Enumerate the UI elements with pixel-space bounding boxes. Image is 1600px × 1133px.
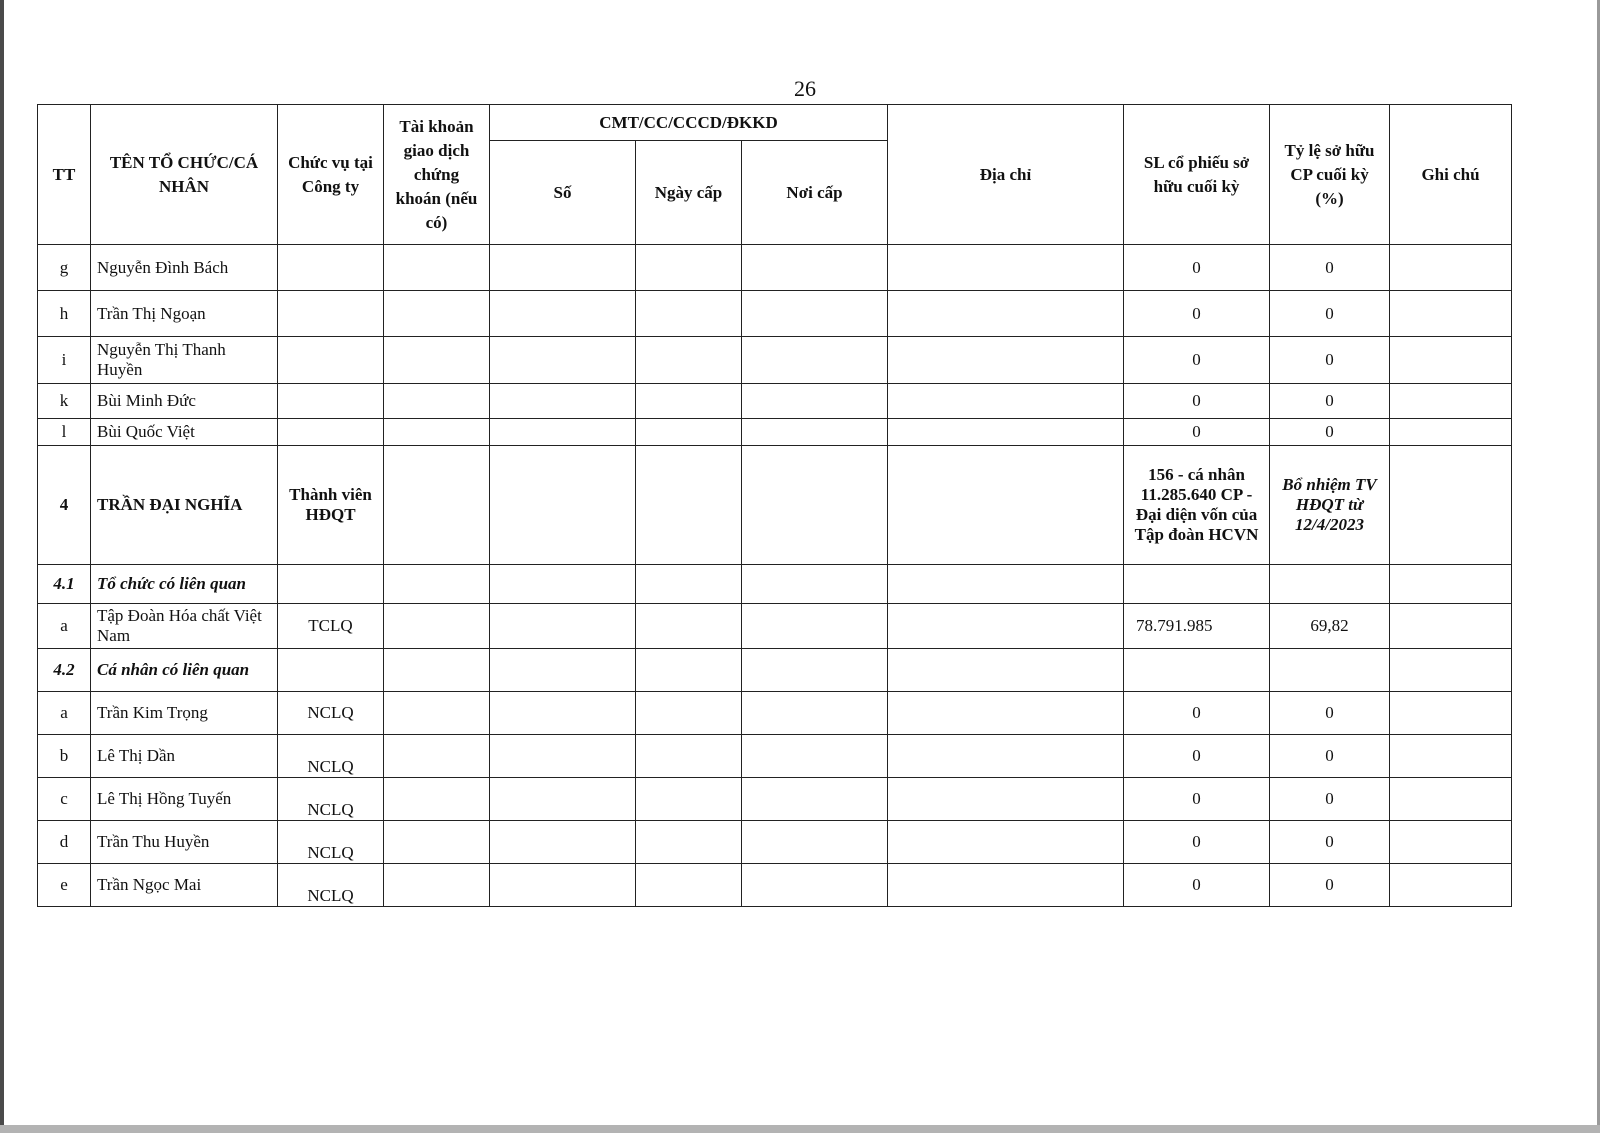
row-note [1390,384,1512,419]
row-note [1390,735,1512,778]
row-ratio: Bổ nhiệm TV HĐQT từ 12/4/2023 [1270,446,1390,565]
row-shares: 0 [1124,384,1270,419]
table-row [38,735,1512,778]
row-issue-place [742,419,888,446]
row-shares [1124,565,1270,604]
row-tt: 4.2 [38,649,91,692]
row-tt: a [38,604,91,649]
row-issue-date [636,778,742,821]
header-note: Ghi chú [1390,105,1512,245]
row-issue-place [742,778,888,821]
row-issue-date [636,604,742,649]
header-position: Chức vụ tại Công ty [278,105,384,245]
table-body [38,245,1512,907]
row-name: Bùi Quốc Việt [91,419,278,446]
row-id-number [490,337,636,384]
row-note [1390,337,1512,384]
row-account [384,735,490,778]
row-shares: 78.791.985 [1124,604,1270,649]
row-account [384,565,490,604]
row-name: Tập Đoàn Hóa chất Việt Nam [91,604,278,649]
page-number: 26 [794,76,816,101]
row-position [278,337,384,384]
row-address [888,864,1124,907]
row-address [888,692,1124,735]
row-name: Trần Ngọc Mai [91,864,278,907]
row-issue-date [636,291,742,337]
row-shares: 156 - cá nhân 11.285.640 CP - Đại diện vốn của Tập đoàn HCVN [1124,446,1270,565]
row-ratio: 0 [1270,778,1390,821]
row-position: TCLQ [278,604,384,649]
row-note [1390,778,1512,821]
row-tt: h [38,291,91,337]
row-shares: 0 [1124,864,1270,907]
row-issue-date [636,735,742,778]
row-account [384,649,490,692]
row-issue-place [742,821,888,864]
row-issue-date [636,692,742,735]
row-id-number [490,565,636,604]
row-note [1390,446,1512,565]
row-ratio [1270,565,1390,604]
row-tt: l [38,419,91,446]
row-name: Nguyễn Đình Bách [91,245,278,291]
row-name: Nguyễn Thị Thanh Huyền [91,337,278,384]
row-issue-date [636,864,742,907]
row-issue-place [742,446,888,565]
row-shares [1124,649,1270,692]
row-name: Cá nhân có liên quan [91,649,278,692]
row-id-number [490,778,636,821]
row-ratio: 0 [1270,419,1390,446]
row-shares: 0 [1124,821,1270,864]
row-tt: g [38,245,91,291]
row-shares: 0 [1124,337,1270,384]
row-note [1390,604,1512,649]
row-position: NCLQ [278,778,384,821]
row-shares: 0 [1124,419,1270,446]
row-tt: k [38,384,91,419]
row-address [888,384,1124,419]
row-position: NCLQ [278,821,384,864]
row-issue-date [636,384,742,419]
row-issue-place [742,565,888,604]
header-tt: TT [38,105,91,245]
row-shares: 0 [1124,245,1270,291]
row-address [888,604,1124,649]
row-account [384,778,490,821]
row-name: Lê Thị Dần [91,735,278,778]
row-id-number [490,604,636,649]
header-shares: SL cổ phiếu sở hữu cuối kỳ [1124,105,1270,245]
row-address [888,649,1124,692]
row-tt: e [38,864,91,907]
row-issue-place [742,735,888,778]
table-row [38,864,1512,907]
row-position [278,419,384,446]
row-shares: 0 [1124,778,1270,821]
row-account [384,446,490,565]
row-account [384,864,490,907]
row-tt: i [38,337,91,384]
row-note [1390,821,1512,864]
row-note [1390,419,1512,446]
row-note [1390,649,1512,692]
row-address [888,291,1124,337]
row-note [1390,291,1512,337]
row-account [384,692,490,735]
row-position [278,384,384,419]
header-issue-date: Ngày cấp [636,141,742,245]
row-name: Tổ chức có liên quan [91,565,278,604]
table-row [38,821,1512,864]
row-position [278,649,384,692]
header-account: Tài khoản giao dịch chứng khoán (nếu có) [384,105,490,245]
row-tt: c [38,778,91,821]
row-tt: d [38,821,91,864]
table-row-section [38,649,1512,692]
table-row-section [38,565,1512,604]
row-ratio: 0 [1270,291,1390,337]
row-id-number [490,821,636,864]
row-issue-place [742,291,888,337]
row-position: NCLQ [278,864,384,907]
row-ratio: 0 [1270,245,1390,291]
row-issue-place [742,245,888,291]
row-ratio: 69,82 [1270,604,1390,649]
table-row-member [38,446,1512,565]
header-id-number: Số [490,141,636,245]
row-name: TRẦN ĐẠI NGHĨA [91,446,278,565]
row-position: NCLQ [278,692,384,735]
row-name: Trần Thị Ngoạn [91,291,278,337]
row-account [384,419,490,446]
row-tt: a [38,692,91,735]
row-address [888,735,1124,778]
row-id-number [490,446,636,565]
row-issue-place [742,384,888,419]
row-name: Trần Kim Trọng [91,692,278,735]
table-header [38,105,1512,245]
row-issue-place [742,692,888,735]
row-account [384,245,490,291]
row-position [278,245,384,291]
row-address [888,337,1124,384]
header-name: TÊN TỔ CHỨC/CÁ NHÂN [91,105,278,245]
row-address [888,245,1124,291]
row-id-number [490,864,636,907]
table-row [38,337,1512,384]
table-row [38,384,1512,419]
row-tt: b [38,735,91,778]
row-id-number [490,291,636,337]
table-row [38,692,1512,735]
header-id-group: CMT/CC/CCCD/ĐKKD [490,105,888,141]
table-row [38,419,1512,446]
table-row [38,291,1512,337]
header-address: Địa chỉ [888,105,1124,245]
row-shares: 0 [1124,291,1270,337]
row-tt: 4.1 [38,565,91,604]
row-account [384,821,490,864]
row-tt: 4 [38,446,91,565]
row-ratio: 0 [1270,735,1390,778]
row-position [278,565,384,604]
row-position [278,291,384,337]
row-ratio [1270,649,1390,692]
row-ratio: 0 [1270,821,1390,864]
row-id-number [490,419,636,446]
row-issue-date [636,649,742,692]
row-address [888,446,1124,565]
row-ratio: 0 [1270,384,1390,419]
row-address [888,821,1124,864]
row-position: NCLQ [278,735,384,778]
header-ratio: Tỷ lệ sở hữu CP cuối kỳ (%) [1270,105,1390,245]
row-name: Bùi Minh Đức [91,384,278,419]
row-account [384,384,490,419]
row-address [888,565,1124,604]
row-issue-place [742,649,888,692]
row-issue-date [636,565,742,604]
row-issue-date [636,446,742,565]
row-address [888,419,1124,446]
row-shares: 0 [1124,735,1270,778]
row-id-number [490,735,636,778]
row-issue-date [636,419,742,446]
header-issue-place: Nơi cấp [742,141,888,245]
row-note [1390,692,1512,735]
row-id-number [490,384,636,419]
row-ratio: 0 [1270,692,1390,735]
row-name: Trần Thu Huyền [91,821,278,864]
row-account [384,291,490,337]
row-id-number [490,649,636,692]
row-shares: 0 [1124,692,1270,735]
scan-bottom-edge [0,1125,1600,1133]
row-ratio: 0 [1270,337,1390,384]
row-note [1390,245,1512,291]
row-issue-place [742,864,888,907]
row-issue-date [636,245,742,291]
row-id-number [490,245,636,291]
row-ratio: 0 [1270,864,1390,907]
row-id-number [490,692,636,735]
row-issue-date [636,337,742,384]
row-issue-date [636,821,742,864]
row-issue-place [742,604,888,649]
row-name: Lê Thị Hồng Tuyến [91,778,278,821]
row-issue-place [742,337,888,384]
row-account [384,337,490,384]
shareholder-table [37,104,1512,907]
table-row [38,778,1512,821]
row-note [1390,565,1512,604]
row-note [1390,864,1512,907]
scan-left-edge [0,0,4,1133]
table-row [38,604,1512,649]
row-address [888,778,1124,821]
row-account [384,604,490,649]
table-row [38,245,1512,291]
row-position: Thành viên HĐQT [278,446,384,565]
